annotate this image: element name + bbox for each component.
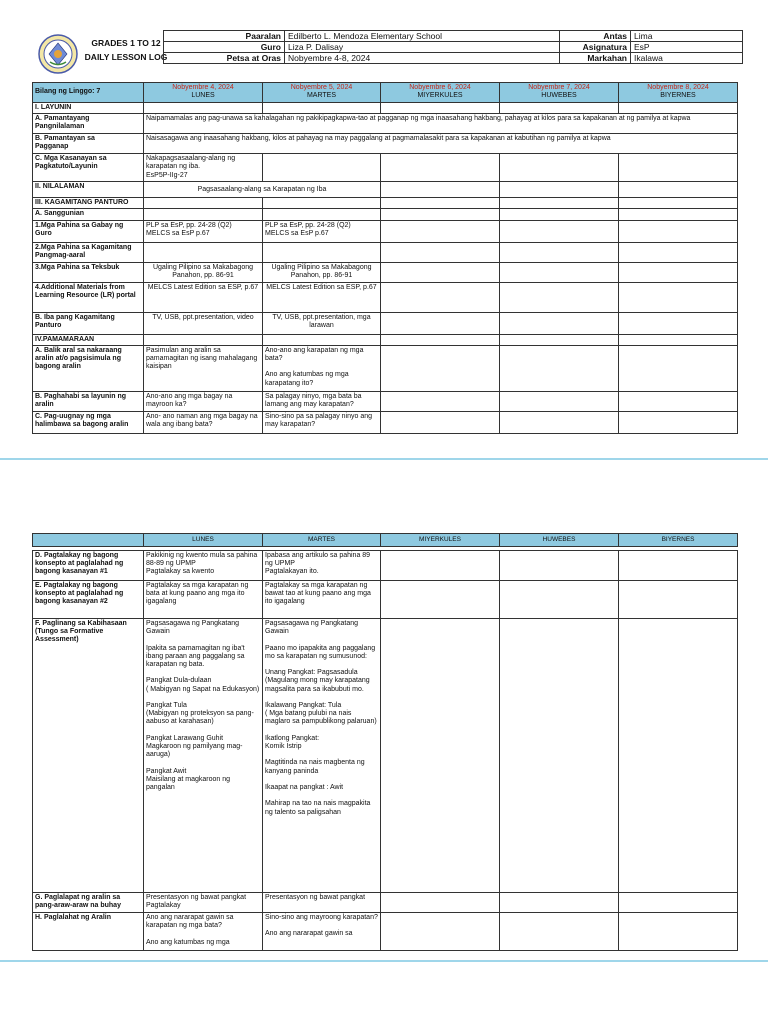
day-name: MARTES xyxy=(306,92,337,99)
row-label-paglinang: F. Paglinang sa Kabihasaan (Tungo sa Formative Assessment) xyxy=(33,619,144,893)
petsa-value: Nobyembre 4-8, 2024 xyxy=(285,53,560,64)
day-date: Nobyembre 8, 2024 xyxy=(647,84,709,91)
row-label-teksbuk: 3.Mga Pahina sa Teksbuk xyxy=(33,262,144,282)
day-bar-fri: BIYERNES xyxy=(619,534,738,547)
balik-aral-mon: Pasimulan ang aralin sa pamamagitan ng isang mahalagang kaisipan xyxy=(144,345,263,391)
teksbuk-tue: Ugaling Pilipino sa Makabagong Panahon, pp. 86-91 xyxy=(263,262,381,282)
pagtalakay-1-tue: Ipabasa ang artikulo sa pahina 89 ng UPMP Pagtalakayan ito. xyxy=(263,551,381,581)
section-kagamitan: III. KAGAMITANG PANTURO xyxy=(33,198,144,209)
pag-uugnay-tue: Sino-sino pa sa palagay ninyo ang may karapatan? xyxy=(263,411,381,433)
guro-value: Liza P. Dalisay xyxy=(285,42,560,53)
section-pamamaraan: IV.PAMAMARAAN xyxy=(33,334,144,345)
paglalapat-tue: Presentasyon ng bawat pangkat xyxy=(263,893,381,913)
balik-aral-tue: Ano-ano ang karapatan ng mga bata? Ano ang katumbas ng mga karapatang ito? xyxy=(263,345,381,391)
iba-pang-kagamitan-mon: TV, USB, ppt.presentation, video xyxy=(144,312,263,334)
day-bar-tue: MARTES xyxy=(263,534,381,547)
row-label-paglalahat: H. Paglalahat ng Aralin xyxy=(33,913,144,951)
paglinang-mon: Pagsasagawa ng Pangkatang Gawain Ipakita sa pamamagitan ng iba't ibang paraan ang paggalang sa karapatan ng bata. Pangkat Dula-dulaan ( Mabigyan ng Sapat na Edukasyon) Pangkat Tula (Mabigyan ng proteksyon sa pang-aabuso at karahasan) Pangkat Larawang Guhit Magkaroon ng pamilyang mag-aaruga) Pangkat Awit Maisilang at magkaroon ng pangalan xyxy=(144,619,263,893)
week-label: Bilang ng Linggo: 7 xyxy=(33,83,144,103)
guro-label: Guro xyxy=(164,42,285,53)
markahan-value: Ikalawa xyxy=(631,53,743,64)
iba-pang-kagamitan-tue: TV, USB, ppt.presentation, mga larawan xyxy=(263,312,381,334)
day-date: Nobyembre 5, 2024 xyxy=(290,84,353,91)
row-label-pamantayan: B. Pamantayan sa Pagganap xyxy=(33,134,144,154)
teksbuk-mon: Ugaling Pilipino sa Makabagong Panahon, pp. 86-91 xyxy=(144,262,263,282)
lesson-log-table-1 xyxy=(32,82,738,434)
day-header-fri xyxy=(619,83,738,103)
lr-portal-tue: MELCS Latest Edition sa ESP, p.67 xyxy=(263,282,381,312)
row-label-paglalapat: G. Paglalapat ng aralin sa pang-araw-araw na buhay xyxy=(33,893,144,913)
section-layunin: I. LAYUNIN xyxy=(33,103,144,114)
day-header-tue xyxy=(263,83,381,103)
dll-title xyxy=(84,36,168,64)
day-date: Nobyembre 7, 2024 xyxy=(528,84,590,91)
antas-value: Lima xyxy=(631,31,743,42)
deped-seal-logo xyxy=(38,34,78,74)
pagtalakay-2-tue: Pagtalakay sa mga karapatan ng bawat tao at kung paano ang mga ito igagalang xyxy=(263,581,381,619)
gabay-tue: PLP sa EsP, pp. 24-28 (Q2) MELCS sa EsP p.67 xyxy=(263,220,381,242)
row-label-lr-portal: 4.Additional Materials from Learning Resource (LR) portal xyxy=(33,282,144,312)
day-date: Nobyembre 6, 2024 xyxy=(409,84,471,91)
day-header-mon xyxy=(144,83,263,103)
lr-portal-mon: MELCS Latest Edition sa ESP, p.67 xyxy=(144,282,263,312)
antas-label: Antas xyxy=(560,31,631,42)
paaralan-label: Paaralan xyxy=(164,31,285,42)
day-bar-wed: MIYERKULES xyxy=(381,534,500,547)
row-label-pagtalakay-1: D. Pagtalakay ng bagong konsepto at paglalahad ng bagong kasanayan #1 xyxy=(33,551,144,581)
nilalaman-text: Pagsasaalang-alang sa Karapatan ng Iba xyxy=(144,182,381,198)
day-bar-mon: LUNES xyxy=(144,534,263,547)
paglalahat-tue: Sino-sino ang mayroong karapatan? Ano ang nararapat gawin sa xyxy=(263,913,381,951)
kasanayan-text: Nakapagsasaalang-alang ng karapatan ng iba. EsP5P-IIg-27 xyxy=(144,154,263,182)
row-label-pag-uugnay: C. Pag-uugnay ng mga halimbawa sa bagong aralin xyxy=(33,411,144,433)
row-label-gabay: 1.Mga Pahina sa Gabay ng Guro xyxy=(33,220,144,242)
section-sanggunian: A. Sanggunian xyxy=(33,209,144,220)
day-date: Nobyembre 4, 2024 xyxy=(172,84,234,91)
row-label-iba-pang-kagamitan: B. Iba pang Kagamitang Panturo xyxy=(33,312,144,334)
pamantayan-text: Naisasagawa ang inaasahang hakbang, kilos at pahayag na may paggalang at pagmamalasakit para sa kapakanan at kabutihan ng pamilya at kapwa xyxy=(144,134,738,154)
day-bar-thu: HUWEBES xyxy=(500,534,619,547)
day-name: MIYERKULES xyxy=(417,92,463,99)
lesson-log-table-2 xyxy=(32,533,738,547)
paghahabi-tue: Sa palagay ninyo, mga bata ba lamang ang may karapatan? xyxy=(263,391,381,411)
pamantayang-text: Naipamamalas ang pag-unawa sa kahalagahan ng pakikipagkapwa-tao at pagganap ng mga inaasahang hakbang, pahayag at kilos para sa kapakanan at ng pamilya at kapwa xyxy=(144,114,738,134)
page-separator xyxy=(0,960,768,962)
page-separator xyxy=(0,458,768,460)
dll-title-line1: GRADES 1 TO 12 xyxy=(91,38,161,48)
pagtalakay-2-mon: Pagtalakay sa mga karapatan ng bata at kung paano ang mga ito igagalang xyxy=(144,581,263,619)
row-label-pagtalakay-2: E. Pagtalakay ng bagong konsepto at paglalahad ng bagong kasanayan #2 xyxy=(33,581,144,619)
markahan-label: Markahan xyxy=(560,53,631,64)
row-label-kasanayan: C. Mga Kasanayan sa Pagkatuto/Layunin xyxy=(33,154,144,182)
row-label-pamantayang: A. Pamantayang Pangnilalaman xyxy=(33,114,144,134)
pag-uugnay-mon: Ano- ano naman ang mga bagay na wala ang ibang bata? xyxy=(144,411,263,433)
paaralan-value: Edilberto L. Mendoza Elementary School xyxy=(285,31,560,42)
row-label-balik-aral: A. Balik aral sa nakaraang aralin at/o pagsisimula ng bagong aralin xyxy=(33,345,144,391)
paghahabi-mon: Ano-ano ang mga bagay na mayroon ka? xyxy=(144,391,263,411)
asignatura-label: Asignatura xyxy=(560,42,631,53)
header-info-table xyxy=(163,30,743,64)
section-nilalaman: II. NILALAMAN xyxy=(33,182,144,198)
gabay-mon: PLP sa EsP, pp. 24-28 (Q2) MELCS sa EsP p.67 xyxy=(144,220,263,242)
lesson-log-table-2-body xyxy=(32,550,738,951)
paglalahat-mon: Ano ang nararapat gawin sa karapatan ng mga bata? Ano ang katumbas ng mga xyxy=(144,913,263,951)
asignatura-value: EsP xyxy=(631,42,743,53)
petsa-label: Petsa at Oras xyxy=(164,53,285,64)
pagtalakay-1-mon: Pakikinig ng kwento mula sa pahina 88-89 ng UPMP Pagtalakay sa kwento xyxy=(144,551,263,581)
day-name: LUNES xyxy=(191,92,215,99)
dll-title-line2: DAILY LESSON LOG xyxy=(84,52,168,62)
day-header-wed xyxy=(381,83,500,103)
day-header-thu xyxy=(500,83,619,103)
paglinang-tue: Pagsasagawa ng Pangkatang Gawain Paano mo ipapakita ang paggalang mo sa karapatan ng sumusunod: Unang Pangkat: Pagsasadula (Magulang mong may karapatang magsalita para sa ikabubuti mo. Ikalawang Pangkat: Tula ( Mga batang pulubi na nais maglaro sa pampublikong palaruan) Ikatlong Pangkat: Komik Istrip Magtitinda na nais magbenta ng kanyang paninda Ikaapat na pangkat : Awit Mahirap na tao na nais magpakita ng talento sa paligsahan xyxy=(263,619,381,893)
day-name: HUWEBES xyxy=(541,92,577,99)
paglalapat-mon: Presentasyon ng bawat pangkat Pagtalakay xyxy=(144,893,263,913)
row-label-paghahabi: B. Paghahabi sa layunin ng aralin xyxy=(33,391,144,411)
day-name: BIYERNES xyxy=(660,92,696,99)
row-label-pangmag-aaral: 2.Mga Pahina sa Kagamitang Pangmag-aaral xyxy=(33,242,144,262)
